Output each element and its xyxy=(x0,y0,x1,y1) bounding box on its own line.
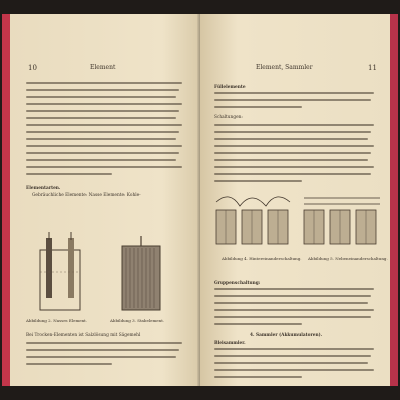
text-line xyxy=(26,110,179,112)
text-line xyxy=(26,131,179,133)
left-page xyxy=(10,14,200,386)
text-line xyxy=(26,117,176,119)
text-line xyxy=(214,323,302,325)
text-line xyxy=(214,173,371,175)
right-page xyxy=(200,14,390,386)
page-number-right: 11 xyxy=(368,64,377,72)
text-line xyxy=(214,316,371,318)
chapter-heading-sammler: 4. Sammler (Akkumulatoren). xyxy=(250,333,323,338)
text-line xyxy=(26,342,182,344)
text-line xyxy=(214,92,374,94)
running-head-left: Element xyxy=(90,64,116,71)
subheading-bleisammler: Bleisammler. xyxy=(214,341,246,346)
page-number-left: 10 xyxy=(28,64,37,72)
heading-schaltungen: Schaltungen: xyxy=(214,115,243,120)
text-line xyxy=(214,159,368,161)
text-line xyxy=(26,159,176,161)
text-line xyxy=(214,145,374,147)
text-line xyxy=(26,124,182,126)
text-line xyxy=(214,369,374,371)
text-line xyxy=(214,302,368,304)
text-line xyxy=(214,166,374,168)
wet-cell-figure xyxy=(34,232,86,314)
text-line xyxy=(26,138,176,140)
text-line xyxy=(214,376,302,378)
text-line xyxy=(214,362,368,364)
text-line xyxy=(26,89,179,91)
text-line xyxy=(26,173,112,175)
text-line xyxy=(26,103,182,105)
text-line xyxy=(214,152,371,154)
text-line xyxy=(214,138,368,140)
text-line xyxy=(26,152,179,154)
figure-caption-4: Abbildung 4. Hintereinanderschaltung. xyxy=(222,256,302,261)
text-line xyxy=(214,348,374,350)
text-line xyxy=(26,349,179,351)
paragraph-line: Gebräuchliche Elemente: Nasse Elemente: Kohle- xyxy=(32,193,141,198)
text-line xyxy=(214,288,374,290)
figure-caption-3: Abbildung 3. Stabelement. xyxy=(110,318,165,323)
text-line xyxy=(214,309,374,311)
text-line xyxy=(26,363,112,365)
text-line xyxy=(214,355,371,357)
section-heading-elementarten: Elementarten. xyxy=(26,186,61,191)
running-head-right: Element, Sammler xyxy=(256,64,313,71)
text-line xyxy=(214,99,371,101)
heading-fuellelemente: Füllelemente xyxy=(214,85,246,90)
text-line xyxy=(26,166,182,168)
series-connection-figure xyxy=(210,192,296,254)
left-cover-edge xyxy=(2,14,10,386)
text-line xyxy=(26,96,176,98)
paragraph-line: Bei Trocken-Elementen ist Salzlösung mit Sägemehl xyxy=(26,333,141,338)
text-line xyxy=(214,180,302,182)
figure-caption-2: Abbildung 2. Nasses Element. xyxy=(26,318,88,323)
right-cover-edge xyxy=(390,14,398,386)
rod-cell-figure xyxy=(118,236,164,314)
text-line xyxy=(214,124,374,126)
text-line xyxy=(214,295,371,297)
text-line xyxy=(26,356,176,358)
text-line xyxy=(214,106,302,108)
heading-gruppenschaltung: Gruppenschaltung: xyxy=(214,281,261,286)
parallel-connection-figure xyxy=(300,192,384,254)
figure-caption-5: Abbildung 5. Nebeneinanderschaltung. xyxy=(308,256,388,261)
text-line xyxy=(214,131,371,133)
text-line xyxy=(26,145,182,147)
text-line xyxy=(26,82,182,84)
